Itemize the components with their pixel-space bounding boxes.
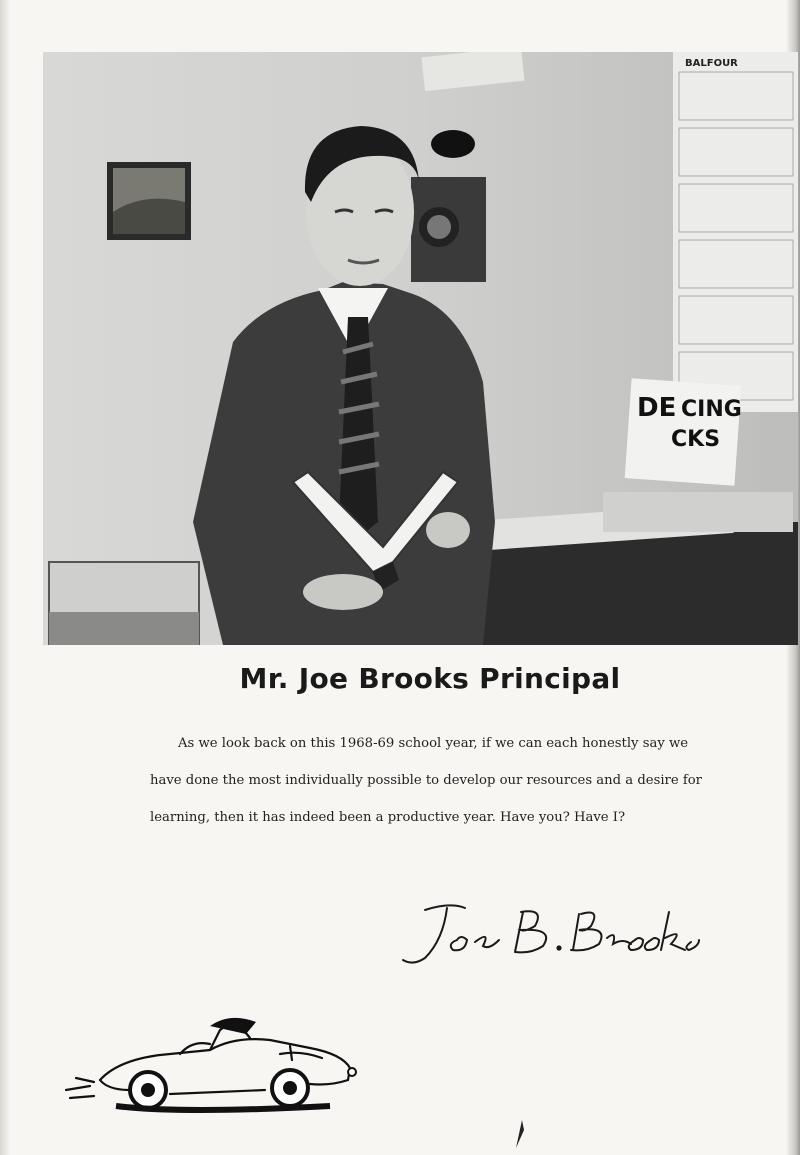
sports-car-illustration xyxy=(60,1010,360,1120)
printer-mark xyxy=(510,1120,530,1150)
svg-text:DE: DE xyxy=(637,393,677,423)
svg-text:CKS: CKS xyxy=(671,427,721,452)
page-edge xyxy=(0,0,10,1155)
principal-message: As we look back on this 1968-69 school year, if we can each honestly say we have done the most individually possible to develop our resources and a desire for learning, then it has indeed been a productive year. Have you? Have I? xyxy=(150,736,702,826)
svg-text:CING: CING xyxy=(681,397,742,422)
desk-sign xyxy=(625,378,742,485)
wall-calendar xyxy=(673,52,798,412)
page-title: Mr. Joe Brooks Principal xyxy=(239,662,621,695)
signature xyxy=(395,900,705,975)
svg-text:BALFOUR: BALFOUR xyxy=(685,58,738,69)
principal-photo xyxy=(43,52,798,645)
